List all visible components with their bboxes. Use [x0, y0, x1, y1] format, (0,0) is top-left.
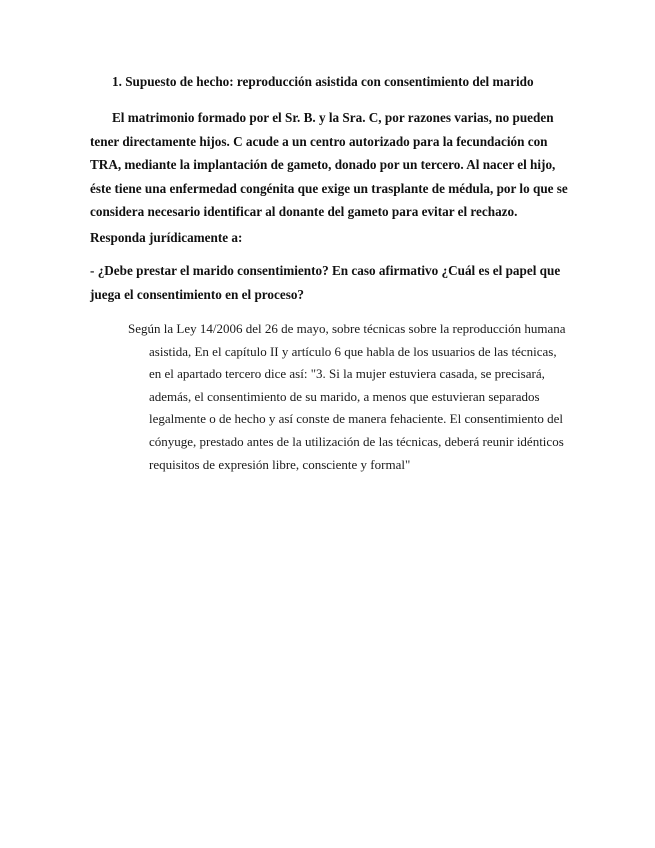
answer-line: además, el consentimiento de su marido, a menos que estuvieran separados — [149, 388, 540, 404]
question-paragraph — [90, 259, 570, 306]
case-line: considera necesario identificar al donante del gameto para evitar el rechazo. — [90, 204, 518, 219]
case-line: El matrimonio formado por el Sr. B. y la Sra. C, por razones varias, no pueden — [112, 110, 554, 125]
answer-paragraph — [128, 318, 588, 476]
case-line: TRA, mediante la implantación de gameto, donado por un tercero. Al nacer el hijo, — [90, 157, 556, 172]
prompt-text: Responda jurídicamente a: — [90, 230, 243, 245]
answer-line: Según la Ley 14/2006 del 26 de mayo, sobre técnicas sobre la reproducción humana — [128, 321, 566, 336]
answer-line: requisitos de expresión libre, consciente y formal" — [149, 456, 411, 472]
case-line: éste tiene una enfermedad congénita que exige un trasplante de médula, por lo que se — [90, 180, 568, 196]
question-line: juega el consentimiento en el proceso? — [90, 286, 305, 302]
question-line: - ¿Debe prestar el marido consentimiento? En caso afirmativo ¿Cuál es el papel que — [90, 263, 561, 278]
answer-line: asistida, En el capítulo II y artículo 6 que habla de los usuarios de las técnicas, — [149, 343, 557, 359]
section-heading: 1. Supuesto de hecho: reproducción asistida con consentimiento del marido — [112, 74, 534, 89]
answer-line: cónyuge, prestado antes de la utilización de las técnicas, deberá reunir idénticos — [149, 433, 564, 449]
answer-line: legalmente o de hecho y así conste de manera fehaciente. El consentimiento del — [149, 411, 564, 427]
answer-line: en el apartado tercero dice así: "3. Si la mujer estuviera casada, se precisará, — [149, 366, 545, 382]
case-paragraph — [90, 106, 568, 224]
case-line: tener directamente hijos. C acude a un centro autorizado para la fecundación con — [90, 133, 548, 149]
